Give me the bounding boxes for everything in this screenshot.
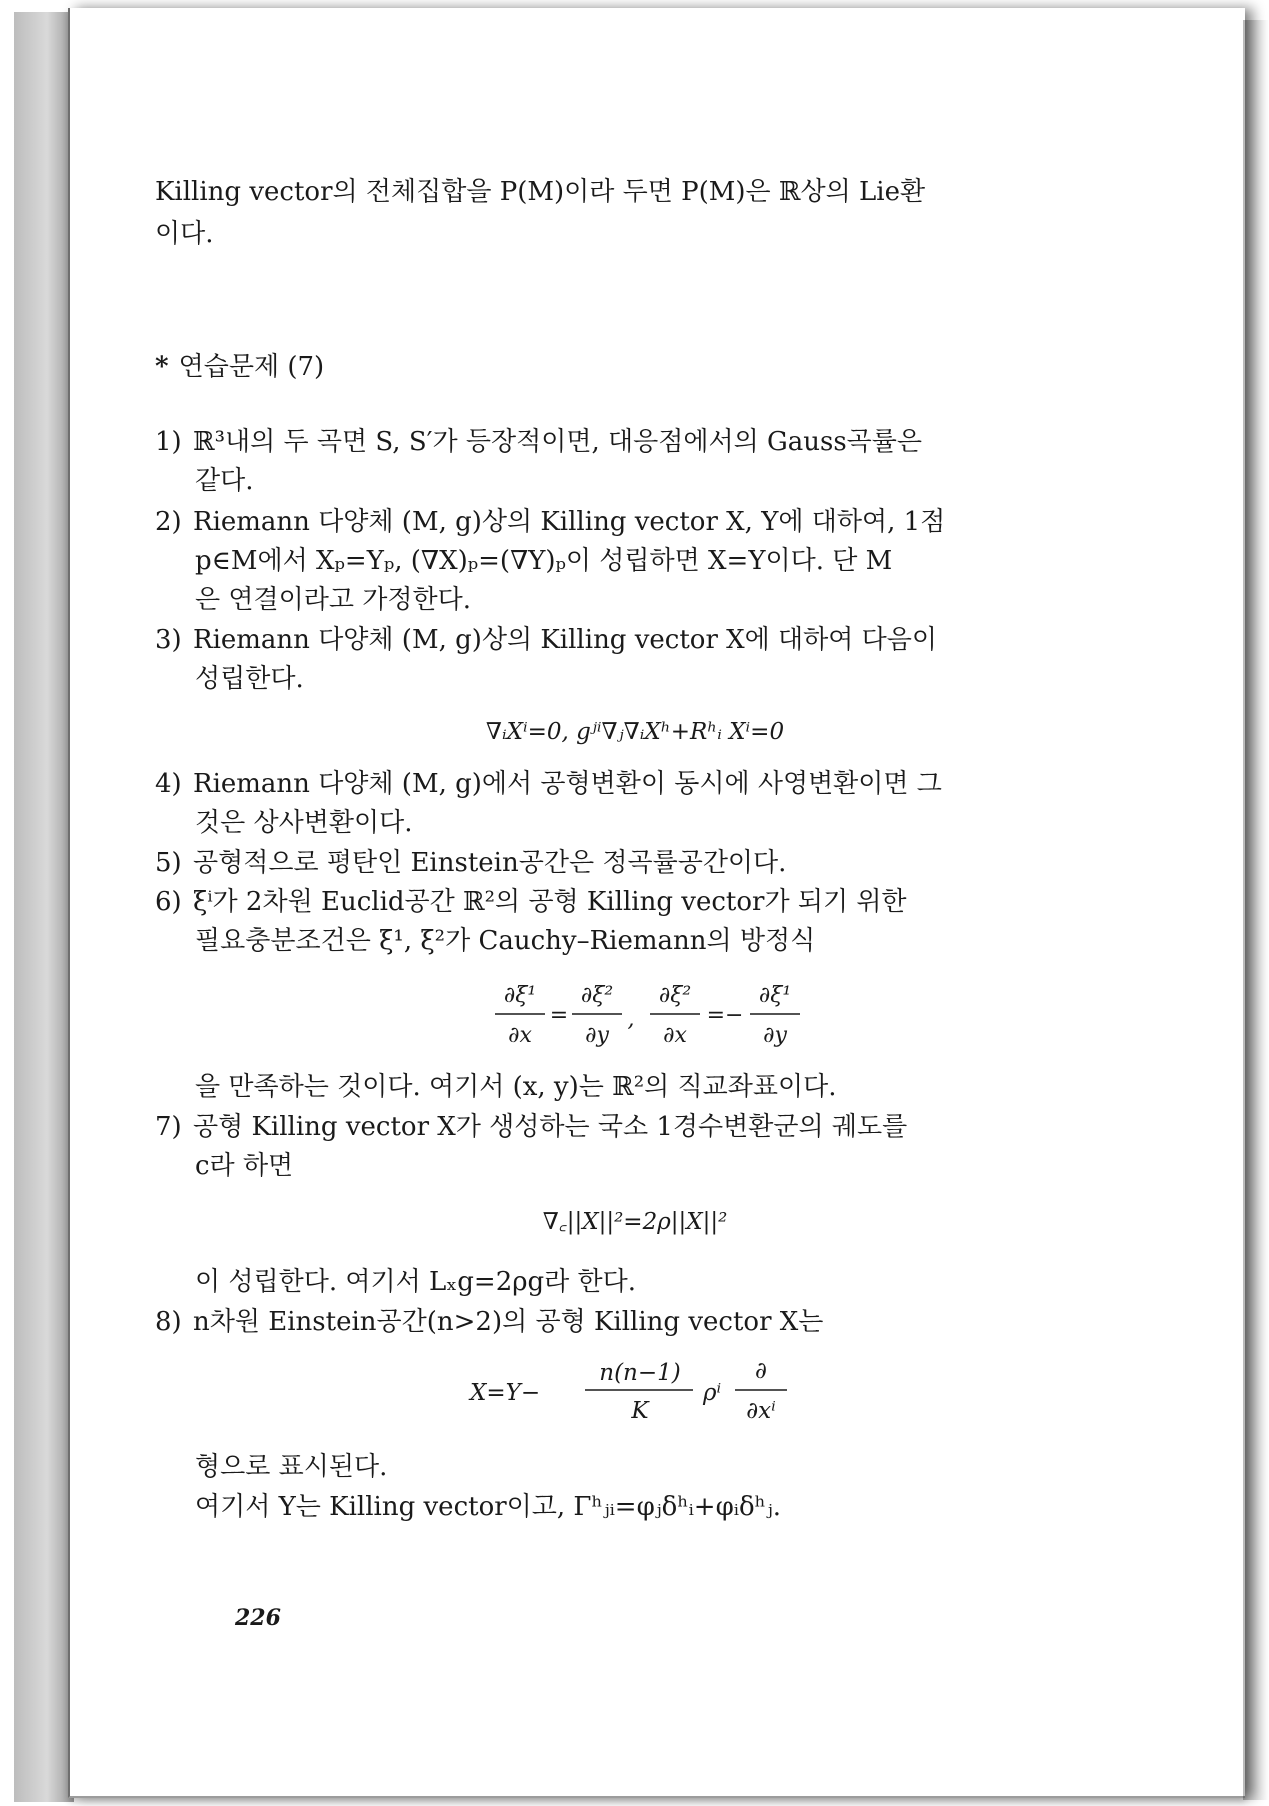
problem-6-line-1: 6) ξⁱ가 2차원 Euclid공간 ℝ²의 공형 Killing vector가 되기 위한 <box>155 887 907 917</box>
eq-num-3: ∂ξ² <box>658 983 692 1008</box>
eq8-num: n(n−1) <box>599 1360 681 1386</box>
cauchy-riemann-equation <box>485 970 815 1065</box>
problem-5-line-1: 5) 공형적으로 평탄인 Einstein공간은 정곡률공간이다. <box>155 848 787 878</box>
eq-den-3: ∂x <box>663 1023 687 1048</box>
problem-3-equation: ∇ᵢXⁱ=0, gʲⁱ∇ⱼ∇ᵢXʰ+Rʰᵢ Xⁱ=0 <box>485 719 785 745</box>
eq-num-1: ∂ξ¹ <box>503 983 537 1008</box>
eq8-rho: ρⁱ <box>703 1380 722 1406</box>
problem-3-line-2: 성립한다. <box>195 664 304 694</box>
eq-den-1: ∂x <box>508 1023 532 1048</box>
intro-line-2: 이다. <box>155 219 214 249</box>
problem-1-line-1: 1) ℝ³내의 두 곡면 S, S′가 등장적이면, 대응점에서의 Gauss곡률은 <box>155 427 923 457</box>
problem-7-line-1: 7) 공형 Killing vector X가 생성하는 국소 1경수변환군의 궤도를 <box>155 1112 908 1142</box>
problem-4-line-2: 것은 상사변환이다. <box>195 808 413 838</box>
intro-line-1: Killing vector의 전체집합을 P(M)이라 두면 P(M)은 ℝ상의 Lie환 <box>155 177 926 207</box>
problem-2-line-3: 은 연결이라고 가정한다. <box>195 585 471 615</box>
book-edge <box>14 12 74 1802</box>
problem-6-line-3: 을 만족하는 것이다. 여기서 (x, y)는 ℝ²의 직교좌표이다. <box>195 1072 837 1102</box>
eq-neg-equals: =− <box>706 1003 744 1028</box>
eq-num-4: ∂ξ¹ <box>758 983 792 1008</box>
problem-8-equation <box>465 1350 825 1435</box>
problem-8-line-3: 여기서 Y는 Killing vector이고, Γʰⱼᵢ=φⱼδʰᵢ+φᵢδʰⱼ. <box>195 1492 782 1522</box>
eq8-lhs: X=Y− <box>470 1380 541 1406</box>
problem-6-line-2: 필요충분조건은 ξ¹, ξ²가 Cauchy–Riemann의 방정식 <box>195 926 816 956</box>
heading-text: 연습문제 (7) <box>178 352 325 382</box>
eq-comma: , <box>627 1007 635 1032</box>
eq-num-2: ∂ξ² <box>580 983 614 1008</box>
page-number: 226 <box>235 1605 281 1631</box>
eq8-partial-x: ∂xⁱ <box>746 1398 776 1424</box>
problem-8-line-1: 8) n차원 Einstein공간(n>2)의 공형 Killing vector X는 <box>155 1307 824 1337</box>
eq8-partial: ∂ <box>755 1358 767 1384</box>
eq-equals-1: = <box>549 1003 569 1028</box>
asterisk-icon: * <box>155 352 169 382</box>
problem-1-line-2: 같다. <box>195 466 254 496</box>
page-shadow <box>1243 20 1269 1800</box>
problem-8-line-2: 형으로 표시된다. <box>195 1452 388 1482</box>
problem-7-line-3: 이 성립한다. 여기서 Lₓg=2ρg라 한다. <box>195 1267 637 1297</box>
problem-3-line-1: 3) Riemann 다양체 (M, g)상의 Killing vector X에 대하여 다음이 <box>155 625 938 655</box>
problem-7-equation: ∇꜀||X||²=2ρ||X||² <box>542 1209 728 1235</box>
problem-7-line-2: c라 하면 <box>195 1151 294 1181</box>
problem-4-line-1: 4) Riemann 다양체 (M, g)에서 공형변환이 동시에 사영변환이면 그 <box>155 769 942 799</box>
eq-den-2: ∂y <box>585 1023 609 1048</box>
problem-2-line-1: 2) Riemann 다양체 (M, g)상의 Killing vector X, Y에 대하여, 1점 <box>155 507 946 537</box>
problem-2-line-2: p∈M에서 Xₚ=Yₚ, (∇X)ₚ=(∇Y)ₚ이 성립하면 X=Y이다. 단 M <box>195 546 893 576</box>
exercise-heading <box>155 345 324 389</box>
eq8-den: K <box>631 1398 649 1424</box>
eq-den-4: ∂y <box>763 1023 787 1048</box>
